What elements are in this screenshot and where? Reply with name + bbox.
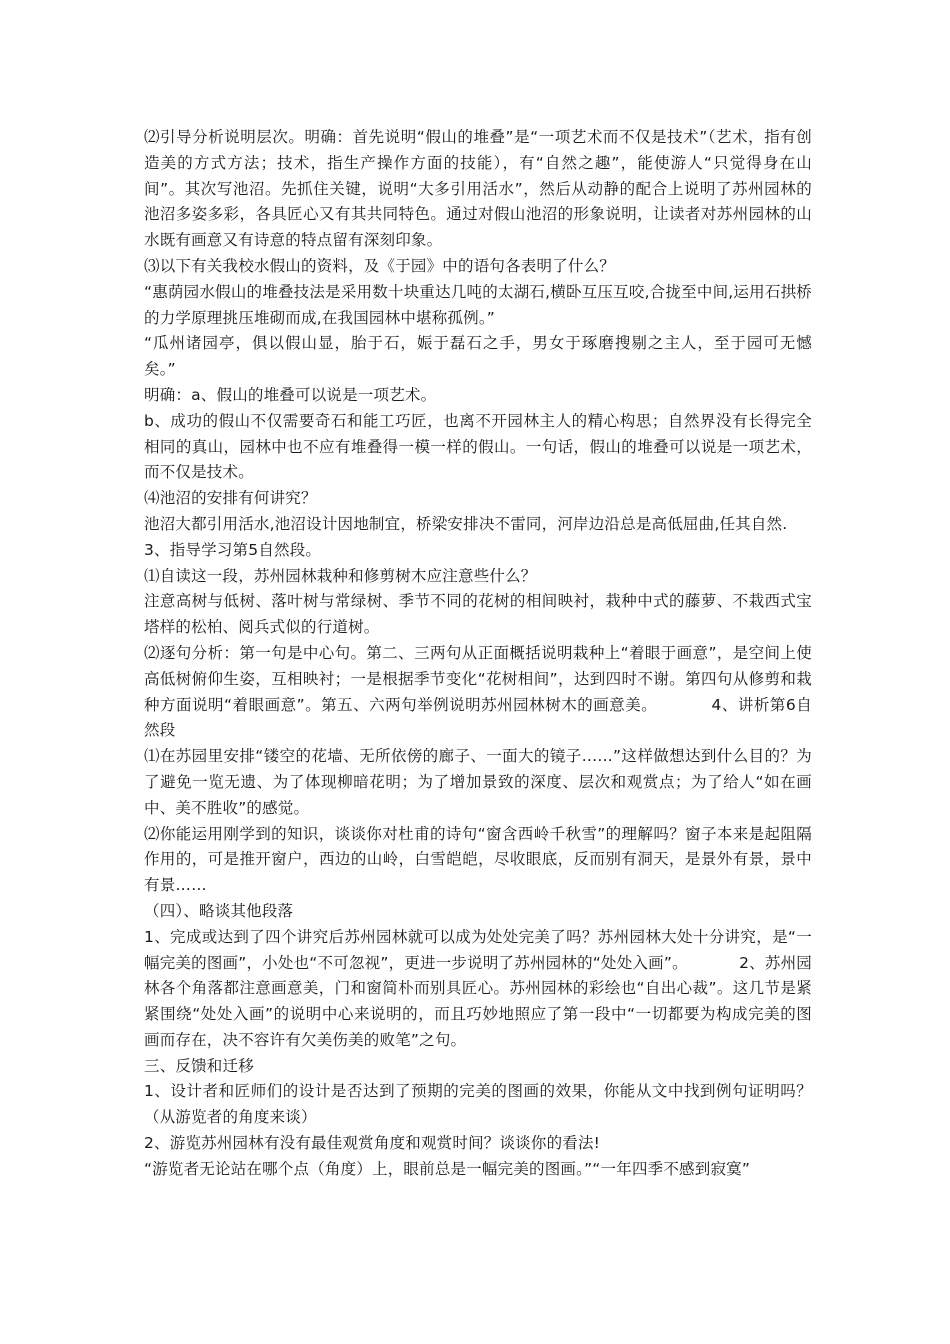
paragraph-hollow-wall: ⑴在苏园里安排“镂空的花墙、无所依傍的廊子、一面大的镜子……”这样做想达到什么目的？为了避免一览无遗、为了体现柳暗花明；为了增加景致的深度、层次和观赏点；为了给人“如在画中、美不胜收”的感觉。 xyxy=(144,747,812,817)
paragraph-quote-huiyin: “惠荫园水假山的堆叠技法是采用数十块重达几吨的太湖石,横卧互压互咬,合拢至中间,运用石拱桥的力学原理挑压堆砌而成,在我国园林中堪称孤例。” xyxy=(144,282,812,327)
paragraph-other-paragraphs: 1、完成或达到了四个讲究后苏州园林就可以成为处处完美了吗？苏州园林大处十分讲究，是“一幅完美的图画”，小处也“不可忽视”，更进一步说明了苏州园林的“处处入画”。 2、苏州园林各个角落都注意画意美，门和窗简朴而别具匠心。苏州园林的彩绘也“自出心裁”。这几节是紧紧围绕“处处入画”的说明中心来说明的，而且巧妙地照应了第一段中“一切都要为构成完美的图画而存在，决不容许有欠美伤美的败笔”之句。 xyxy=(144,927,812,1049)
document-page xyxy=(144,125,812,1183)
paragraph-pond-answer: 池沼大都引用活水,池沼设计因地制宜，桥梁安排决不雷同，河岸边沿总是高低屈曲,任其自然. xyxy=(144,514,788,533)
paragraph-self-read: ⑴自读这一段，苏州园林栽种和修剪树木应注意些什么？ xyxy=(144,566,537,585)
paragraph-visitor-quote: “游览者无论站在哪个点（角度）上，眼前总是一幅完美的图画。”“一年四季不感到寂寞” xyxy=(144,1159,751,1178)
paragraph-question-3: ⑶以下有关我校水假山的资料，及《于园》中的语句各表明了什么？ xyxy=(144,256,616,275)
paragraph-sentence-analysis: ⑵逐句分析：第一句是中心句。第二、三两句从正面概括说明栽种上“着眼于画意”，是空间上使高低树俯仰生姿，互相映衬；一是根据季节变化“花树相间”，达到四时不谢。第四句从修剪和栽种方面说明“着眼画意”。第五、六两句举例说明苏州园林树木的画意美。 4、讲析第6自然段 xyxy=(144,643,812,740)
paragraph-feedback-1: 1、设计者和匠师们的设计是否达到了预期的完美的图画的效果，你能从文中找到例句证明吗？（从游览者的角度来谈） xyxy=(144,1082,812,1127)
paragraph-section-3: 3、指导学习第5自然段。 xyxy=(144,540,322,559)
paragraph-question-4: ⑷池沼的安排有何讲究？ xyxy=(144,489,317,508)
paragraph-trees-answer: 注意高树与低树、落叶树与常绿树、季节不同的花树的相间映衬，栽种中式的藤萝、不栽西式宝塔样的松柏、阅兵式似的行道树。 xyxy=(144,592,812,637)
paragraph-section-4-heading: （四）、略谈其他段落 xyxy=(144,901,294,920)
paragraph-du-fu-poem: ⑵你能运用刚学到的知识，谈谈你对杜甫的诗句“窗含西岭千秋雪”的理解吗？窗子本来是起阻隔作用的，可是推开窗户，西边的山岭，白雪皑皑，尽收眼底，反而别有洞天，是景外有景，景中有景…… xyxy=(144,824,812,895)
paragraph-feedback-heading: 三、反馈和迁移 xyxy=(144,1056,254,1075)
paragraph-feedback-2: 2、游览苏州园林有没有最佳观赏角度和观赏时间？谈谈你的看法! xyxy=(144,1134,601,1153)
paragraph-answer-b: b、成功的假山不仅需要奇石和能工巧匠，也离不开园林主人的精心构思；自然界没有长得完全相同的真山，园林中也不应有堆叠得一模一样的假山。一句话，假山的堆叠可以说是一项艺术，而不仅是技术。 xyxy=(144,411,812,482)
paragraph-quote-yuyuan: “瓜州诸园亭，俱以假山显，胎于石，娠于磊石之手，男女于琢磨搜剔之主人，至于园可无憾矣。” xyxy=(144,334,812,379)
paragraph-layers-analysis: ⑵引导分析说明层次。明确：首先说明“假山的堆叠”是“一项艺术而不仅是技术”（艺术，指有创造美的方式方法；技术，指生产操作方面的技能），有“自然之趣”，能使游人“只觉得身在山间”。其次写池沼。先抓住关键，说明“大多引用活水”，然后从动静的配合上说明了苏州园林的池沼多姿多彩，各具匠心又有其共同特色。通过对假山池沼的形象说明，让读者对苏州园林的山水既有画意又有诗意的特点留有深刻印象。 xyxy=(144,128,812,250)
paragraph-answer-a: 明确：a、假山的堆叠可以说是一项艺术。 xyxy=(144,385,437,404)
